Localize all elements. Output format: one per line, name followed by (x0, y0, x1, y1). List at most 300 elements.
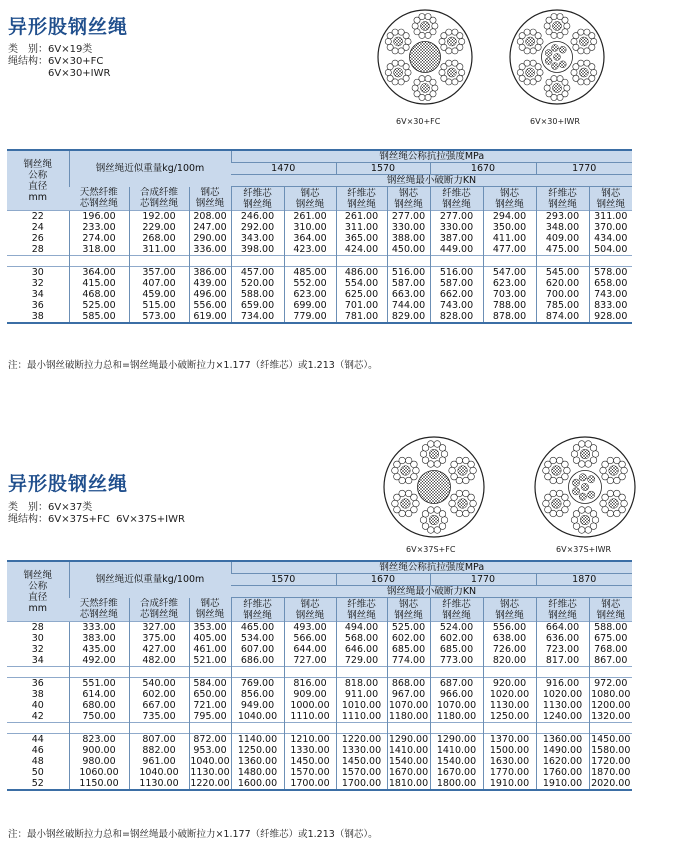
value-cell: 492.00 (69, 655, 129, 667)
value-cell: 1720.00 (589, 756, 632, 767)
empty-cell (387, 256, 430, 267)
value-cell: 953.00 (189, 745, 231, 756)
value-cell: 294.00 (483, 211, 536, 223)
header-diameter: 钢丝绳 公称 直径 mm (7, 561, 69, 622)
value-cell: 1330.00 (336, 745, 387, 756)
empty-cell (589, 256, 632, 267)
header-weight: 钢丝绳近似重量kg/100m (69, 561, 231, 598)
value-cell: 208.00 (189, 211, 231, 223)
value-cell: 1450.00 (284, 756, 336, 767)
value-cell: 911.00 (336, 689, 387, 700)
value-cell: 966.00 (430, 689, 483, 700)
value-cell: 486.00 (336, 267, 387, 279)
empty-cell (69, 723, 129, 734)
diameter-cell: 50 (31, 767, 44, 778)
diameter-cell: 44 (7, 734, 69, 746)
value-cell: 524.00 (430, 622, 483, 634)
value-cell: 388.00 (387, 233, 430, 244)
value-cell: 554.00 (336, 278, 387, 289)
value-cell: 636.00 (536, 633, 589, 644)
value-cell: 1810.00 (388, 778, 429, 789)
diameter-cell: 32 (31, 278, 44, 289)
diameter-cell: 48 (31, 756, 44, 767)
value-cell: 779.00 (284, 311, 336, 323)
value-cell: 261.00 (336, 211, 387, 223)
value-cell: 534.00 (231, 633, 284, 644)
value-cell: 769.00 (231, 678, 284, 690)
value-cell: 685.00 (430, 644, 483, 655)
value-cell: 552.00 (284, 278, 336, 289)
value-cell: 383.00 (69, 633, 129, 644)
value-cell: 644.00 (284, 644, 336, 655)
value-cell: 348.00 (536, 222, 589, 233)
empty-cell (231, 723, 284, 734)
value-cell: 1000.00 (284, 700, 336, 711)
value-cell: 333.00 (69, 622, 129, 634)
value-cell: 1670.00 (430, 767, 483, 778)
value-cell: 828.00 (430, 311, 483, 323)
value-cell: 619.00 (189, 311, 231, 323)
value-cell: 768.00 (589, 644, 632, 655)
diameter-cell: 38 (7, 311, 69, 323)
value-cell: 336.00 (189, 244, 231, 256)
table-row (7, 278, 632, 289)
value-cell: 357.00 (129, 267, 189, 279)
table-row (7, 756, 632, 767)
value-cell: 1480.00 (231, 767, 284, 778)
value-cell: 409.00 (536, 233, 589, 244)
value-cell: 614.00 (69, 689, 129, 700)
value-cell: 675.00 (589, 633, 632, 644)
value-cell: 703.00 (483, 289, 536, 300)
value-cell: 646.00 (336, 644, 387, 655)
diameter-cell: 34 (31, 655, 44, 666)
header-strength: 钢丝绳公称抗拉强度MPa (231, 150, 632, 163)
value-cell: 547.00 (483, 267, 536, 279)
value-cell: 1020.00 (536, 689, 589, 700)
value-cell: 1010.00 (336, 700, 387, 711)
value-cell: 664.00 (536, 622, 589, 634)
value-cell: 1080.00 (589, 689, 632, 700)
value-cell: 311.00 (336, 222, 387, 233)
header-min-break: 钢丝绳最小破断力KN (231, 586, 632, 598)
empty-cell (129, 256, 189, 267)
value-cell: 2020.00 (589, 778, 632, 790)
diameter-cell: 46 (31, 745, 44, 756)
value-cell: 868.00 (387, 678, 430, 690)
value-cell: 415.00 (69, 278, 129, 289)
table-row (7, 633, 632, 644)
empty-cell (69, 256, 129, 267)
diagram-caption: 6V×30+IWR (530, 117, 580, 126)
header-min-break: 钢丝绳最小破断力KN (231, 175, 632, 187)
value-cell: 398.00 (231, 244, 284, 256)
empty-cell (189, 667, 231, 678)
value-cell: 1620.00 (536, 756, 589, 767)
value-cell: 196.00 (69, 211, 129, 223)
value-cell: 623.00 (483, 278, 536, 289)
value-cell: 867.00 (589, 655, 632, 667)
value-cell: 405.00 (189, 633, 231, 644)
value-cell: 515.00 (129, 300, 189, 311)
table-row (7, 244, 632, 256)
diameter-cell: 22 (7, 211, 69, 223)
value-cell: 1670.00 (388, 767, 429, 778)
value-cell: 387.00 (430, 233, 483, 244)
header-row (7, 561, 632, 574)
value-cell: 816.00 (284, 678, 336, 690)
value-cell: 1540.00 (388, 756, 429, 767)
value-cell: 585.00 (69, 311, 129, 323)
value-cell: 318.00 (69, 244, 129, 256)
value-cell: 856.00 (231, 689, 284, 700)
value-cell: 699.00 (284, 300, 336, 311)
empty-cell (231, 667, 284, 678)
header-grade: 1570 (336, 163, 430, 175)
value-cell: 727.00 (284, 655, 336, 667)
value-cell: 721.00 (189, 700, 231, 711)
value-cell: 246.00 (231, 211, 284, 223)
value-cell: 781.00 (336, 311, 387, 323)
table-row (7, 211, 632, 223)
spec-line: 绳结构：6V×37S+FC 6V×37S+IWR (8, 514, 185, 525)
group-gap (7, 667, 632, 678)
value-cell: 370.00 (589, 222, 632, 233)
value-cell: 407.00 (129, 278, 189, 289)
group-gap (7, 256, 632, 267)
section2-note: 注：最小钢丝破断拉力总和=钢丝绳最小破断拉力×1.177（纤维芯）或1.213（钢芯）。 (8, 829, 378, 840)
value-cell: 1180.00 (430, 711, 483, 723)
empty-cell (430, 256, 483, 267)
diameter-cell: 28 (31, 244, 44, 255)
value-cell: 744.00 (387, 300, 430, 311)
value-cell: 327.00 (129, 622, 189, 634)
value-cell: 386.00 (189, 267, 231, 279)
diameter-cell: 32 (31, 644, 44, 655)
diameter-cell: 36 (7, 678, 69, 690)
empty-cell (284, 667, 336, 678)
value-cell: 584.00 (189, 678, 231, 690)
table-row (7, 233, 632, 244)
value-cell: 1500.00 (483, 745, 536, 756)
empty-cell (387, 667, 430, 678)
diameter-cell: 38 (31, 689, 44, 700)
header-subcolumn: 天然纤维 芯钢丝绳 (69, 187, 129, 211)
value-cell: 277.00 (387, 211, 430, 223)
value-cell: 872.00 (189, 734, 231, 746)
value-cell: 833.00 (589, 300, 632, 311)
value-cell: 427.00 (129, 644, 189, 655)
value-cell: 882.00 (129, 745, 189, 756)
value-cell: 729.00 (336, 655, 387, 667)
value-cell: 540.00 (129, 678, 189, 690)
header-row (7, 598, 632, 622)
diagram-caption: 6V×37S+IWR (556, 545, 612, 554)
value-cell: 1700.00 (284, 778, 336, 790)
header-grade: 1670 (430, 163, 536, 175)
header-subcolumn: 钢芯 钢丝绳 (387, 187, 430, 211)
value-cell: 587.00 (430, 278, 483, 289)
value-cell: 680.00 (69, 700, 129, 711)
diameter-cell: 28 (7, 622, 69, 634)
value-cell: 1450.00 (589, 734, 632, 746)
value-cell: 525.00 (69, 300, 129, 311)
header-subcolumn: 纤维芯 钢丝绳 (536, 598, 589, 622)
empty-cell (336, 256, 387, 267)
empty-cell (536, 256, 589, 267)
value-cell: 1040.00 (129, 767, 189, 778)
table-row (7, 289, 632, 300)
value-cell: 475.00 (536, 244, 589, 256)
value-cell: 1180.00 (388, 711, 429, 722)
header-subcolumn: 纤维芯 钢丝绳 (430, 187, 483, 211)
value-cell: 330.00 (430, 222, 483, 233)
table-row (7, 678, 632, 690)
value-cell: 424.00 (336, 244, 387, 256)
value-cell: 1410.00 (430, 745, 483, 756)
value-cell: 1070.00 (388, 700, 429, 711)
diameter-cell: 52 (7, 778, 69, 790)
value-cell: 449.00 (430, 244, 483, 256)
value-cell: 1290.00 (388, 734, 429, 745)
value-cell: 1250.00 (483, 711, 536, 723)
empty-cell (387, 723, 430, 734)
table-row (7, 622, 632, 634)
value-cell: 290.00 (189, 233, 231, 244)
value-cell: 700.00 (536, 289, 589, 300)
value-cell: 949.00 (231, 700, 284, 711)
header-subcolumn: 纤维芯 钢丝绳 (336, 187, 387, 211)
value-cell: 795.00 (189, 711, 231, 723)
value-cell: 1570.00 (284, 767, 336, 778)
empty-cell (483, 256, 536, 267)
value-cell: 274.00 (69, 233, 129, 244)
section1-note: 注：最小钢丝破断拉力总和=钢丝绳最小破断拉力×1.177（纤维芯）或1.213（钢芯）。 (8, 360, 378, 371)
table-row (7, 311, 632, 323)
value-cell: 685.00 (387, 644, 430, 655)
value-cell: 411.00 (483, 233, 536, 244)
value-cell: 961.00 (129, 756, 189, 767)
empty-cell (536, 667, 589, 678)
value-cell: 625.00 (336, 289, 387, 300)
diameter-cell: 40 (31, 700, 44, 711)
spec-line: 绳结构：6V×30+FC (8, 56, 104, 67)
header-subcolumn: 纤维芯 钢丝绳 (231, 187, 284, 211)
value-cell: 1580.00 (589, 745, 632, 756)
table-header (7, 150, 632, 211)
value-cell: 1600.00 (231, 778, 284, 790)
value-cell: 1700.00 (336, 778, 387, 790)
value-cell: 1070.00 (430, 700, 483, 711)
value-cell: 750.00 (69, 711, 129, 723)
header-subcolumn: 钢芯 钢丝绳 (284, 598, 336, 622)
value-cell: 1320.00 (589, 711, 632, 723)
value-cell: 1150.00 (69, 778, 129, 790)
value-cell: 734.00 (231, 311, 284, 323)
value-cell: 658.00 (589, 278, 632, 289)
diameter-cell: 24 (31, 222, 44, 233)
value-cell: 261.00 (284, 211, 336, 223)
header-subcolumn: 天然纤维 芯钢丝绳 (69, 598, 129, 622)
header-subcolumn: 纤维芯 钢丝绳 (231, 598, 284, 622)
header-strength: 钢丝绳公称抗拉强度MPa (231, 561, 632, 574)
value-cell: 788.00 (483, 300, 536, 311)
value-cell: 607.00 (231, 644, 284, 655)
value-cell: 662.00 (430, 289, 483, 300)
header-subcolumn: 钢芯 钢丝绳 (483, 598, 536, 622)
diameter-cell: 30 (7, 267, 69, 279)
value-cell: 494.00 (336, 622, 387, 634)
value-cell: 525.00 (387, 622, 430, 634)
value-cell: 587.00 (387, 278, 430, 289)
value-cell: 545.00 (536, 267, 589, 279)
section1-title: 异形股钢丝绳 (8, 16, 129, 38)
header-subcolumn: 钢芯 钢丝绳 (189, 187, 231, 211)
value-cell: 1760.00 (536, 767, 589, 778)
value-cell: 434.00 (589, 233, 632, 244)
value-cell: 588.00 (231, 289, 284, 300)
spec-line: 6V×30+IWR (8, 68, 111, 79)
value-cell: 350.00 (483, 222, 536, 233)
value-cell: 1870.00 (589, 767, 632, 778)
value-cell: 493.00 (284, 622, 336, 634)
value-cell: 461.00 (189, 644, 231, 655)
value-cell: 277.00 (430, 211, 483, 223)
value-cell: 450.00 (387, 244, 430, 256)
section2-spec (8, 502, 185, 526)
value-cell: 620.00 (536, 278, 589, 289)
value-cell: 293.00 (536, 211, 589, 223)
table-row (7, 767, 632, 778)
table-body (7, 211, 632, 324)
value-cell: 343.00 (231, 233, 284, 244)
value-cell: 663.00 (387, 289, 430, 300)
value-cell: 330.00 (387, 222, 430, 233)
value-cell: 1450.00 (336, 756, 387, 767)
value-cell: 1130.00 (129, 778, 189, 790)
empty-cell (430, 667, 483, 678)
value-cell: 556.00 (189, 300, 231, 311)
value-cell: 980.00 (69, 756, 129, 767)
header-subcolumn: 钢芯 钢丝绳 (387, 598, 430, 622)
spec-line: 类 别：6V×37类 (8, 502, 93, 513)
value-cell: 774.00 (387, 655, 430, 667)
header-subcolumn: 合成纤维 芯钢丝绳 (129, 598, 189, 622)
header-grade: 1770 (536, 163, 632, 175)
diameter-cell: 26 (31, 233, 44, 244)
empty-cell (336, 723, 387, 734)
rope-cross-section-fc-icon (376, 8, 474, 106)
value-cell: 556.00 (483, 622, 536, 634)
header-grade: 1570 (231, 574, 336, 586)
header-subcolumn: 钢芯 钢丝绳 (483, 187, 536, 211)
value-cell: 423.00 (284, 244, 336, 256)
value-cell: 638.00 (483, 633, 536, 644)
value-cell: 659.00 (231, 300, 284, 311)
value-cell: 310.00 (284, 222, 336, 233)
value-cell: 496.00 (189, 289, 231, 300)
group-gap (7, 723, 632, 734)
value-cell: 1060.00 (69, 767, 129, 778)
empty-cell (189, 256, 231, 267)
empty-cell (483, 723, 536, 734)
header-grade: 1870 (536, 574, 632, 586)
value-cell: 1910.00 (483, 778, 536, 790)
value-cell: 909.00 (284, 689, 336, 700)
rope-cross-section-iwr-icon (508, 8, 606, 106)
value-cell: 268.00 (129, 233, 189, 244)
value-cell: 1130.00 (483, 700, 536, 711)
empty-cell (589, 667, 632, 678)
diagram-caption: 6V×30+FC (396, 117, 441, 126)
value-cell: 482.00 (129, 655, 189, 667)
table-row (7, 734, 632, 746)
value-cell: 311.00 (129, 244, 189, 256)
empty-cell (7, 723, 69, 734)
value-cell: 785.00 (536, 300, 589, 311)
value-cell: 573.00 (129, 311, 189, 323)
value-cell: 687.00 (430, 678, 483, 690)
empty-cell (284, 723, 336, 734)
value-cell: 551.00 (69, 678, 129, 690)
value-cell: 701.00 (336, 300, 387, 311)
table-row (7, 745, 632, 756)
value-cell: 1200.00 (589, 700, 632, 711)
header-grade: 1770 (430, 574, 536, 586)
value-cell: 1220.00 (190, 778, 230, 789)
value-cell: 773.00 (430, 655, 483, 667)
empty-cell (129, 667, 189, 678)
value-cell: 504.00 (589, 244, 632, 256)
value-cell: 1240.00 (536, 711, 589, 723)
diameter-cell: 34 (31, 289, 44, 300)
value-cell: 516.00 (430, 267, 483, 279)
value-cell: 566.00 (284, 633, 336, 644)
spec-line: 类 别：6V×19类 (8, 44, 93, 55)
value-cell: 485.00 (284, 267, 336, 279)
table-row (7, 222, 632, 233)
value-cell: 1360.00 (536, 734, 589, 746)
value-cell: 465.00 (231, 622, 284, 634)
value-cell: 439.00 (189, 278, 231, 289)
value-cell: 916.00 (536, 678, 589, 690)
header-weight: 钢丝绳近似重量kg/100m (69, 150, 231, 187)
value-cell: 1540.00 (430, 756, 483, 767)
value-cell: 364.00 (69, 267, 129, 279)
value-cell: 1770.00 (483, 767, 536, 778)
value-cell: 900.00 (69, 745, 129, 756)
value-cell: 1290.00 (430, 734, 483, 746)
value-cell: 1370.00 (483, 734, 536, 746)
value-cell: 878.00 (483, 311, 536, 323)
header-subcolumn: 合成纤维 芯钢丝绳 (129, 187, 189, 211)
empty-cell (69, 667, 129, 678)
value-cell: 817.00 (536, 655, 589, 667)
value-cell: 520.00 (231, 278, 284, 289)
value-cell: 920.00 (483, 678, 536, 690)
value-cell: 743.00 (430, 300, 483, 311)
value-cell: 1220.00 (336, 734, 387, 746)
header-row (7, 150, 632, 163)
value-cell: 568.00 (336, 633, 387, 644)
value-cell: 578.00 (589, 267, 632, 279)
header-grade: 1470 (231, 163, 336, 175)
diameter-cell: 30 (31, 633, 44, 644)
diagram-caption: 6V×37S+FC (406, 545, 456, 554)
diameter-cell: 36 (31, 300, 44, 311)
value-cell: 743.00 (589, 289, 632, 300)
table-row (7, 644, 632, 655)
